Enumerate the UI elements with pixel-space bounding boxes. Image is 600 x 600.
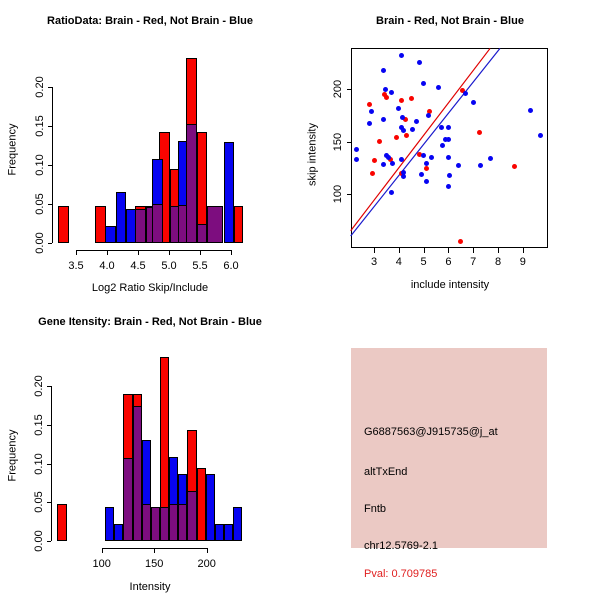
x-axis-tick	[154, 548, 155, 553]
hist-bar-not-brain-blue	[233, 507, 242, 541]
x-axis-tick-label: 3.5	[68, 260, 84, 272]
x-axis-tick-label: 150	[145, 558, 164, 570]
hist-bar-brain-red	[197, 468, 206, 542]
ratio-histogram-title: RatioData: Brain - Red, Not Brain - Blue	[47, 15, 253, 27]
scatter-point-not-brain-blue	[369, 109, 374, 114]
y-axis-tick-label: 0.10	[34, 154, 46, 176]
y-axis-tick	[48, 165, 52, 166]
scatter-title: Brain - Red, Not Brain - Blue	[376, 15, 524, 27]
hist-bar-not-brain-blue	[215, 524, 224, 541]
x-axis-tick-label: 5.5	[192, 260, 208, 272]
hist-bar-overlap-purple	[151, 507, 160, 541]
scatter-point-not-brain-blue	[367, 121, 372, 126]
hist-bar-not-brain-blue	[105, 507, 114, 541]
hist-bar-overlap-purple	[169, 504, 178, 541]
scatter-point-not-brain-blue	[528, 108, 533, 113]
hist-bar-overlap-purple	[186, 124, 197, 243]
y-axis-tick-label: 0.05	[33, 491, 45, 514]
scatter-point-brain-red	[370, 171, 375, 176]
scatter-point-brain-red	[372, 158, 377, 163]
hist-bar-not-brain-blue	[114, 524, 123, 541]
scatter-point-not-brain-blue	[429, 155, 434, 160]
scatter-point-brain-red	[404, 133, 409, 138]
x-axis-line	[76, 250, 231, 251]
x-axis-tick-label: 6.0	[223, 260, 239, 272]
scatter-point-brain-red	[367, 102, 372, 107]
scatter-point-brain-red	[477, 130, 482, 135]
pval-text: Pval: 0.709785	[364, 568, 438, 580]
scatter-ylabel: skip intensity	[306, 123, 319, 186]
scatter-point-brain-red	[394, 135, 399, 140]
scatter-point-not-brain-blue	[436, 85, 441, 90]
gene-name-text: Fntb	[364, 503, 387, 515]
x-axis-tick	[523, 248, 524, 253]
scatter-point-brain-red	[377, 139, 382, 144]
hist-bar-overlap-purple	[142, 504, 151, 541]
x-axis-tick	[207, 548, 208, 553]
scatter-point-not-brain-blue	[421, 153, 426, 158]
scatter-point-not-brain-blue	[446, 125, 451, 130]
x-axis-tick-label: 4.0	[99, 260, 115, 272]
y-axis-tick	[47, 502, 51, 503]
y-axis-tick-label: 0.15	[33, 414, 45, 436]
y-axis-tick	[48, 126, 52, 127]
y-axis-tick	[47, 425, 51, 426]
y-axis-tick	[347, 194, 351, 195]
probe-id-text: G6887563@J915735@j_at	[364, 426, 498, 438]
y-axis-line	[52, 87, 53, 243]
hist-bar-not-brain-blue	[105, 226, 116, 243]
y-axis-tick-label: 0.10	[33, 452, 45, 475]
x-axis-tick-label: 100	[92, 558, 111, 570]
hist-bar-not-brain-blue	[224, 142, 235, 243]
hist-bar-overlap-purple	[207, 206, 224, 243]
y-axis-tick-label: 0.20	[33, 375, 45, 397]
y-axis-tick-label: 0.00	[34, 232, 46, 254]
x-axis-tick	[374, 248, 375, 253]
x-axis-tick-label: 4	[395, 256, 402, 269]
info-panel	[300, 300, 600, 600]
hist-bar-overlap-purple	[160, 507, 169, 541]
event-type-text: altTxEnd	[364, 466, 408, 478]
hist-bar-not-brain-blue	[116, 192, 127, 243]
gene-histogram-ylabel: Frequency	[6, 429, 19, 482]
x-axis-tick	[138, 250, 139, 255]
y-axis-tick	[347, 89, 351, 90]
x-axis-tick-label: 4.5	[130, 260, 146, 272]
x-axis-tick	[424, 248, 425, 253]
x-axis-tick	[102, 548, 103, 553]
scatter-point-not-brain-blue	[383, 87, 388, 92]
x-axis-tick	[399, 248, 400, 253]
x-axis-tick	[498, 248, 499, 253]
hist-bar-brain-red	[58, 206, 69, 243]
hist-bar-overlap-purple	[178, 504, 187, 541]
y-axis-line	[51, 386, 52, 541]
scatter-point-not-brain-blue	[439, 125, 444, 130]
x-axis-tick-label: 7	[470, 256, 477, 269]
ratio-histogram-ylabel: Frequency	[6, 123, 19, 176]
hist-bar-overlap-purple	[152, 204, 163, 243]
gene-histogram-xlabel: Intensity	[129, 581, 171, 593]
scatter-plot-box	[351, 48, 549, 248]
scatter-point-not-brain-blue	[421, 81, 426, 86]
x-axis-tick	[169, 250, 170, 255]
scatter-point-not-brain-blue	[446, 155, 451, 160]
hist-bar-brain-red	[234, 206, 244, 243]
y-axis-tick-label: 0.05	[34, 193, 46, 215]
scatter-point-not-brain-blue	[424, 179, 429, 184]
x-axis-tick	[200, 250, 201, 255]
info-box	[351, 348, 547, 580]
location-text: chr12.5769-2.1	[364, 540, 438, 552]
hist-bar-overlap-purple	[133, 406, 142, 541]
scatter-point-not-brain-blue	[399, 157, 404, 162]
x-axis-tick	[231, 250, 232, 255]
y-axis-tick-label: 150	[331, 132, 344, 151]
y-axis-tick	[47, 464, 51, 465]
y-axis-tick	[47, 541, 51, 542]
scatter-point-not-brain-blue	[389, 190, 394, 195]
x-axis-tick	[448, 248, 449, 253]
scatter-point-not-brain-blue	[538, 133, 543, 138]
x-axis-tick	[107, 250, 108, 255]
hist-bar-overlap-purple	[135, 209, 146, 243]
ratio-histogram-xlabel: Log2 Ratio Skip/Include	[91, 282, 209, 294]
hist-bar-not-brain-blue	[224, 524, 233, 541]
y-axis-tick-label: 0.15	[34, 115, 46, 137]
y-axis-tick	[347, 142, 351, 143]
x-axis-tick	[473, 248, 474, 253]
hist-bar-brain-red	[57, 504, 67, 541]
y-axis-tick-label: 100	[331, 184, 344, 204]
hist-bar-overlap-purple	[123, 458, 132, 541]
y-axis-tick-label: 0.20	[34, 76, 46, 98]
scatter-point-brain-red	[409, 96, 414, 101]
gene-histogram-panel	[0, 300, 300, 600]
ratio-histogram-panel	[0, 0, 300, 300]
x-axis-tick-label: 6	[445, 256, 452, 269]
gene-histogram-title: Gene Itensity: Brain - Red, Not Brain - Blue	[38, 316, 262, 328]
x-axis-tick-label: 200	[197, 558, 216, 570]
scatter-point-not-brain-blue	[419, 172, 424, 177]
y-axis-tick-label: 200	[331, 80, 344, 99]
scatter-xlabel: include intensity	[410, 279, 490, 291]
x-axis-tick-label: 5.0	[161, 260, 177, 272]
y-axis-tick-label: 0.00	[33, 530, 45, 552]
scatter-point-not-brain-blue	[446, 137, 451, 142]
y-axis-tick	[48, 243, 52, 244]
scatter-point-not-brain-blue	[389, 90, 394, 95]
x-axis-tick-label: 5	[420, 256, 427, 269]
scatter-point-not-brain-blue	[410, 127, 415, 132]
x-axis-tick-label: 3	[370, 256, 378, 269]
y-axis-tick	[48, 87, 52, 88]
scatter-point-not-brain-blue	[424, 161, 429, 166]
y-axis-tick	[47, 386, 51, 387]
hist-bar-overlap-purple	[187, 491, 197, 541]
x-axis-tick-label: 8	[494, 256, 502, 269]
x-axis-tick-label: 9	[519, 256, 526, 269]
hist-bar-not-brain-blue	[206, 474, 215, 541]
scatter-panel	[300, 0, 600, 300]
y-axis-tick	[48, 204, 52, 205]
x-axis-tick	[76, 250, 77, 255]
scatter-point-not-brain-blue	[354, 147, 359, 152]
